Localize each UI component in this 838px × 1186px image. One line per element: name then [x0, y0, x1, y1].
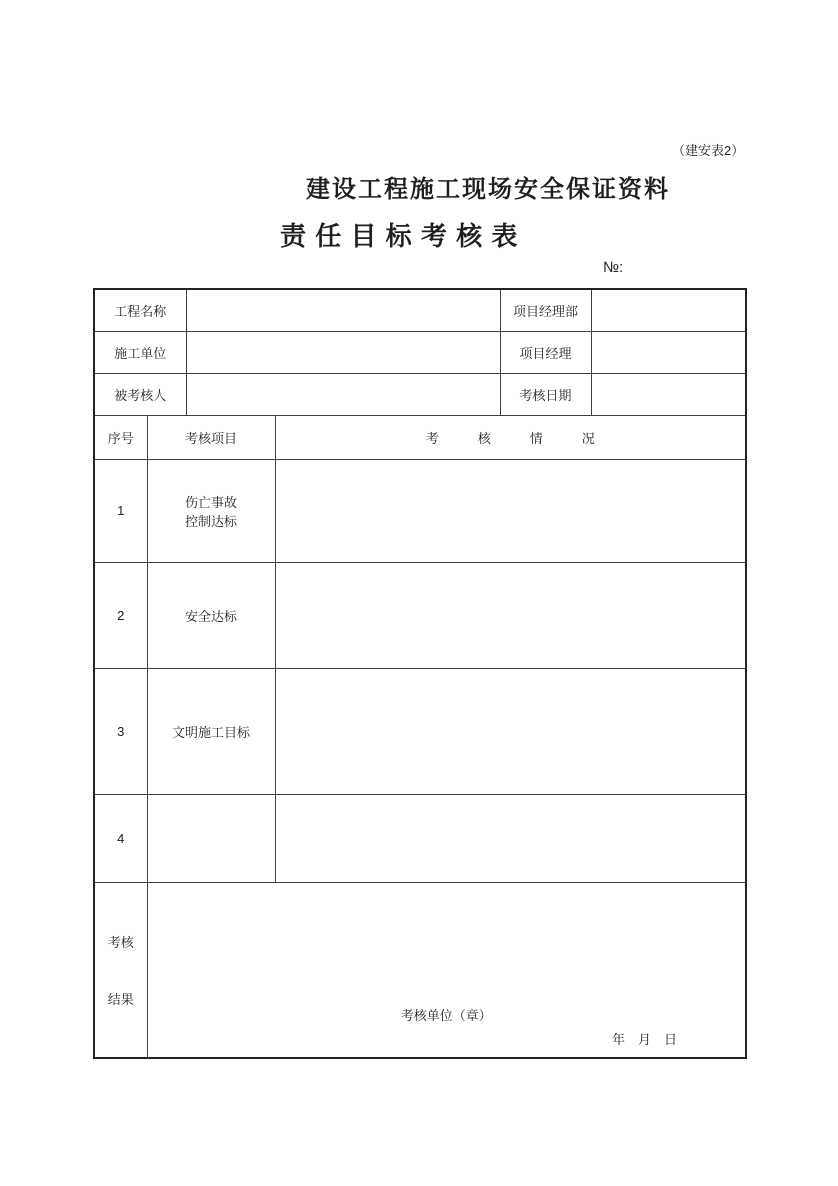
col-header-index: 序号 — [94, 415, 147, 459]
assessment-row-1 — [94, 459, 746, 562]
project-manager-input[interactable] — [591, 331, 746, 373]
assessment-situation-cell[interactable] — [275, 794, 746, 882]
assessment-item-cell — [147, 459, 275, 562]
form-title: 责 任 目 标 考 核 表 — [280, 221, 519, 251]
info-row-unit — [94, 331, 746, 373]
col-header-item: 考核项目 — [147, 415, 275, 459]
result-label-line: 考核 — [107, 934, 134, 950]
date-label: 年 月 日 — [612, 1032, 678, 1047]
assessment-row-3 — [94, 668, 746, 794]
assessed-person-label: 被考核人 — [94, 373, 186, 415]
form-code: （建安表2） — [672, 143, 745, 158]
assessment-row-4 — [94, 794, 746, 882]
construction-unit-input[interactable] — [186, 331, 500, 373]
row-index: 3 — [94, 668, 147, 794]
info-row-assessed — [94, 373, 746, 415]
assessment-date-input[interactable] — [591, 373, 746, 415]
assessment-form-table — [93, 288, 747, 1059]
assessment-header-row — [94, 415, 746, 459]
item-line: 安全达标 — [185, 608, 238, 624]
result-content-cell[interactable] — [147, 882, 746, 1058]
item-line: 文明施工目标 — [172, 724, 251, 740]
assessment-item-cell — [147, 668, 275, 794]
serial-number-label: №: — [603, 259, 624, 276]
assessment-item-cell[interactable] — [147, 794, 275, 882]
result-label-line: 结果 — [107, 991, 134, 1007]
project-manager-dept-label: 项目经理部 — [500, 289, 591, 331]
project-manager-dept-input[interactable] — [591, 289, 746, 331]
project-name-input[interactable] — [186, 289, 500, 331]
col-header-situation: 考 核 情 况 — [275, 415, 746, 459]
construction-unit-label: 施工单位 — [94, 331, 186, 373]
assessment-situation-cell[interactable] — [275, 562, 746, 668]
assessment-item-cell — [147, 562, 275, 668]
assessment-result-row — [94, 882, 746, 1058]
unit-seal-label: 考核单位（章） — [400, 1008, 492, 1023]
item-line: 伤亡事故 — [185, 494, 238, 510]
assessed-person-input[interactable] — [186, 373, 500, 415]
assessment-row-2 — [94, 562, 746, 668]
row-index: 4 — [94, 794, 147, 882]
assessment-date-label: 考核日期 — [500, 373, 591, 415]
row-index: 2 — [94, 562, 147, 668]
row-index: 1 — [94, 459, 147, 562]
result-label-cell — [94, 882, 147, 1058]
item-line: 控制达标 — [185, 513, 238, 529]
project-manager-label: 项目经理 — [500, 331, 591, 373]
document-title: 建设工程施工现场安全保证资料 — [306, 176, 670, 203]
info-row-project — [94, 289, 746, 331]
project-name-label: 工程名称 — [94, 289, 186, 331]
assessment-situation-cell[interactable] — [275, 668, 746, 794]
assessment-situation-cell[interactable] — [275, 459, 746, 562]
